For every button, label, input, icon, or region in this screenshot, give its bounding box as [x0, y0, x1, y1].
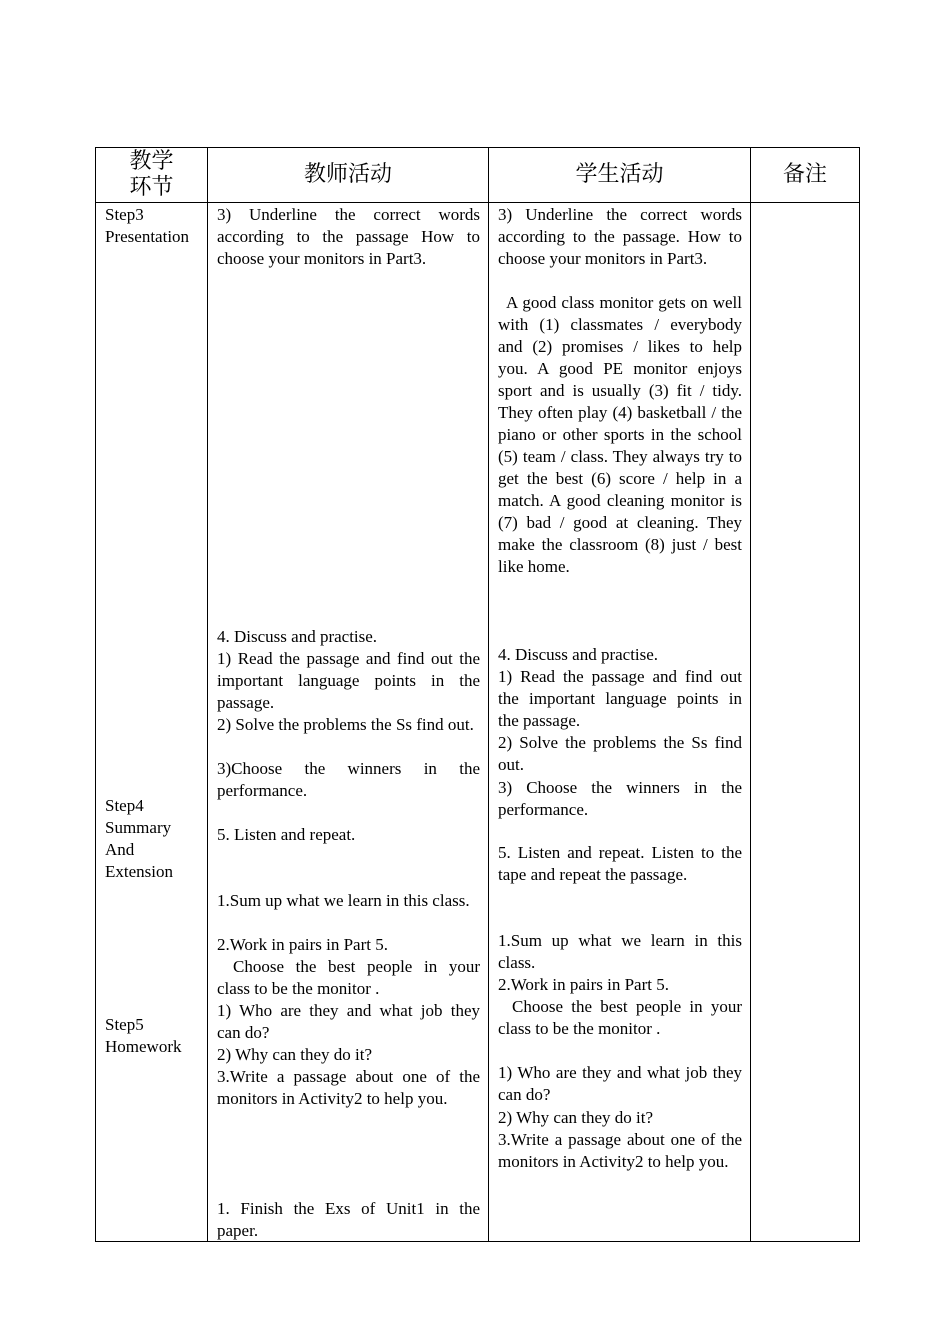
student-monitor-passage: A good class monitor gets on well with (1) classmates / everybody and (2) promises / likes to help you. A good PE monitor enjoys sport and is usually (3) fit / tidy. They often play (4) basketball / the piano or other sports in the school (5) team / class. They always try to get the best (6) score / help in a match. A good cleaning monitor is (7) bad / good at cleaning. They make the classroom (8) just / best like home.: [498, 293, 742, 576]
step4-label: [105, 795, 205, 883]
step4-title-line2: And: [105, 840, 135, 859]
teacher-write-passage: 3.Write a passage about one of the monitors in Activity2 to help you.: [217, 1067, 480, 1108]
student-write-passage: 3.Write a passage about one of the monitors in Activity2 to help you.: [498, 1130, 742, 1171]
teacher-homework: 1. Finish the Exs of Unit1 in the paper.: [217, 1199, 480, 1240]
teacher-why-question: 2) Why can they do it?: [217, 1045, 373, 1064]
teacher-work-in-pairs: 2.Work in pairs in Part 5.: [217, 935, 388, 954]
header-teaching-stage-line1: 教学: [129, 149, 174, 174]
lesson-plan-table: [95, 147, 860, 1242]
step3-label: [105, 204, 205, 248]
teacher-choose-monitor: Choose the best people in your class to be the monitor .: [217, 957, 480, 998]
student-why-question: 2) Why can they do it?: [498, 1108, 654, 1127]
header-teacher-activity: 教师活动: [303, 162, 392, 187]
teacher-read-passage: 1) Read the passage and find out the important language points in the passage.: [217, 649, 480, 712]
student-solve-problems: 2) Solve the problems the Ss find out.: [498, 733, 742, 774]
student-work-in-pairs: 2.Work in pairs in Part 5.: [498, 975, 669, 994]
step3-title: Presentation: [105, 227, 190, 246]
step5-title: Homework: [105, 1037, 182, 1056]
student-sum-up: 1.Sum up what we learn in this class.: [498, 931, 742, 972]
teacher-discuss-heading: 4. Discuss and practise.: [217, 627, 378, 646]
step4-title-line3: Extension: [105, 862, 173, 881]
notes-cell: [757, 204, 853, 1240]
header-bottom-border: [95, 202, 860, 203]
step4-number: Step4: [105, 796, 144, 815]
teacher-underline-task: 3) Underline the correct words according to the passage How to choose your monitors in Part3.: [217, 205, 480, 268]
student-choose-monitor: Choose the best people in your class to be the monitor .: [498, 997, 742, 1038]
teacher-sum-up: 1.Sum up what we learn in this class.: [217, 891, 470, 910]
student-read-passage: 1) Read the passage and find out the important language points in the passage.: [498, 667, 742, 730]
student-who-question: 1) Who are they and what job they can do?: [498, 1063, 742, 1104]
step3-number: Step3: [105, 205, 144, 224]
teacher-who-question: 1) Who are they and what job they can do?: [217, 1001, 480, 1042]
header-teaching-stage-line2: 环节: [129, 175, 174, 200]
teacher-choose-winners: 3)Choose the winners in the performance.: [217, 759, 480, 800]
column-divider-1: [207, 147, 208, 1242]
header-teaching-stage: [96, 148, 207, 202]
student-activity-cell: [498, 204, 742, 1240]
table-left-border: [95, 147, 96, 1242]
teacher-solve-problems: 2) Solve the problems the Ss find out.: [217, 715, 474, 734]
step5-label: [105, 1014, 205, 1058]
student-underline-task: 3) Underline the correct words according to the passage. How to choose your monitors in Part3.: [498, 205, 742, 268]
column-divider-3: [750, 147, 751, 1242]
student-listen-repeat: 5. Listen and repeat. Listen to the tape and repeat the passage.: [498, 843, 742, 884]
header-notes: 备注: [782, 162, 827, 187]
header-student-activity: 学生活动: [575, 162, 664, 187]
student-choose-winners: 3) Choose the winners in the performance.: [498, 778, 742, 819]
step4-title-line1: Summary: [105, 818, 172, 837]
step5-number: Step5: [105, 1015, 144, 1034]
column-divider-2: [488, 147, 489, 1242]
teacher-listen-repeat: 5. Listen and repeat.: [217, 825, 356, 844]
table-right-border: [859, 147, 860, 1242]
student-discuss-heading: 4. Discuss and practise.: [498, 645, 659, 664]
teacher-activity-cell: [217, 204, 480, 1240]
